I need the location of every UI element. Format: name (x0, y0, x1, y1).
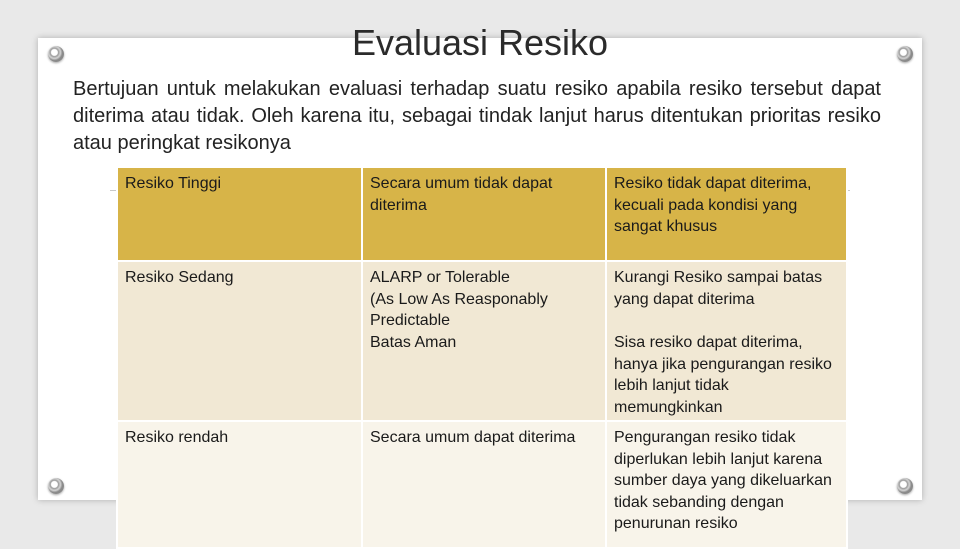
acceptance-line: ALARP or Tolerable (370, 269, 510, 286)
table-row-high (117, 167, 847, 261)
action-cell: Pengurangan resiko tidak diperlukan lebih lanjut karena sumber daya yang dikeluarkan tidak sebanding dengan penurunan resiko (606, 421, 847, 548)
risk-level-cell: Resiko Tinggi (117, 167, 362, 261)
acceptance-cell: Secara umum tidak dapat diterima (362, 167, 606, 261)
risk-level-cell: Resiko Sedang (117, 261, 362, 421)
pin-icon (897, 478, 913, 494)
acceptance-cell: Secara umum dapat diterima (362, 421, 606, 548)
action-cell: Resiko tidak dapat diterima, kecuali pada kondisi yang sangat khusus (606, 167, 847, 261)
action-paragraph: Sisa resiko dapat diterima, hanya jika pengurangan resiko lebih lanjut tidak memungkinkan (614, 334, 832, 416)
action-cell (606, 261, 847, 421)
action-paragraph: Kurangi Resiko sampai batas yang dapat diterima (614, 269, 823, 308)
acceptance-cell (362, 261, 606, 421)
table-row-low (117, 421, 847, 548)
risk-level-cell: Resiko rendah (117, 421, 362, 548)
risk-table (116, 166, 848, 549)
intro-paragraph: Bertujuan untuk melakukan evaluasi terhadap suatu resiko apabila resiko tersebut dapat diterima atau tidak. Oleh karena itu, sebagai tindak lanjut harus ditentukan prioritas resiko atau peringkat resikonya (73, 78, 881, 154)
acceptance-line: (As Low As Reasponably (370, 290, 548, 308)
slide-title: Evaluasi Resiko (351, 22, 609, 63)
acceptance-line: Batas Aman (370, 333, 457, 351)
pin-icon (48, 478, 64, 494)
table-row-medium (117, 261, 847, 421)
acceptance-line: Predictable (370, 312, 451, 329)
